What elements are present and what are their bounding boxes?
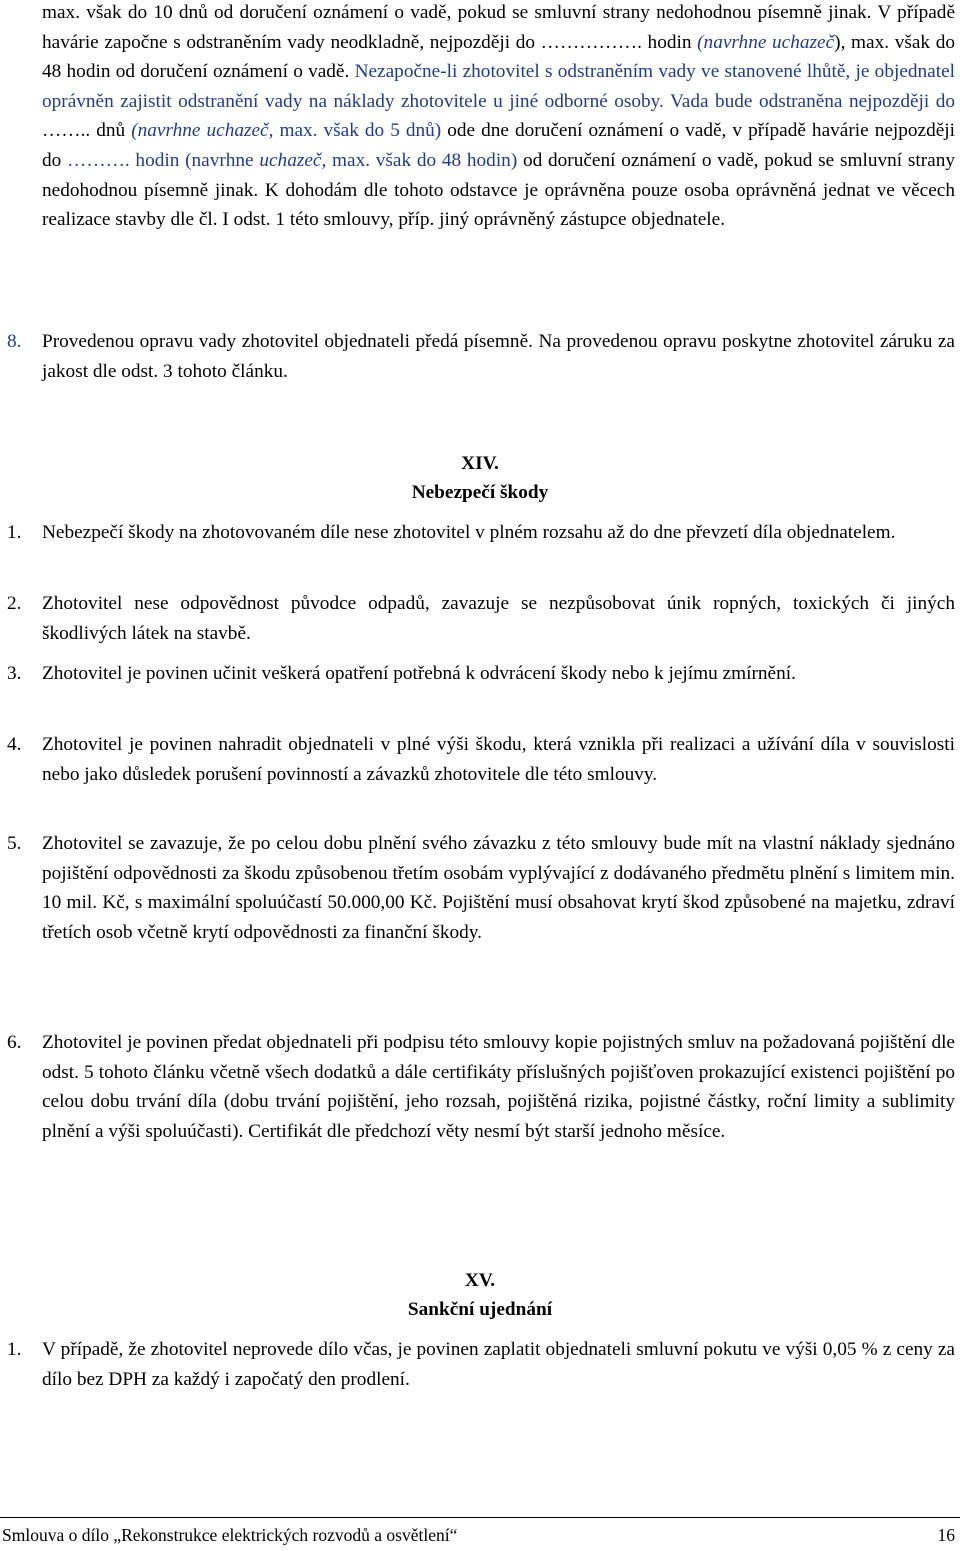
item-text: Zhotovitel je povinen učinit veškerá opatření potřebná k odvrácení škody nebo k jejímu zmírnění.: [42, 663, 796, 684]
cont-note-3: uchazeč,: [259, 149, 327, 171]
item-number: 2.: [7, 593, 22, 614]
item-text: Zhotovitel nese odpovědnost původce odpadů, zavazuje se nezpůsobovat únik ropných, toxických či jiných škodlivých látek na stavbě.: [42, 593, 955, 644]
cont-note-2: (navrhne uchazeč,: [131, 120, 274, 142]
cont-text-8: max. však do 48 hodin): [326, 149, 518, 171]
section-15-number: XV.: [464, 1270, 496, 1291]
cont-text-4: …….. dnů: [42, 120, 132, 142]
footer-document-title: Smlouva o dílo „Rekonstrukce elektrických rozvodů a osvětlení“: [2, 1525, 458, 1545]
cont-text-5: max. však do 5 dnů): [273, 120, 442, 142]
item-text: Nebezpečí škody na zhotovovaném díle nese zhotovitel v plném rozsahu až do dne převzetí díla objednatelem.: [42, 522, 896, 543]
item-text: V případě, že zhotovitel neprovede dílo včas, je povinen zaplatit objednateli smluvní pokutu ve výši 0,05 % z ceny za dílo bez DPH za každý i započatý den prodlení.: [42, 1339, 955, 1390]
continuation-paragraph: [42, 0, 955, 235]
cont-text-9: od doručení oznámení o vadě, pokud se smluvní strany nedohodnou písemně jinak. K dohodám dle tohoto odstavce je oprávněna pouze osoba oprávněná jednat ve věcech realizace stavby dle čl. I odst. 1 této smlouvy, příp. jiný oprávněný zástupce objednatele.: [42, 149, 955, 231]
item-number: 5.: [7, 833, 22, 854]
item-text: Provedenou opravu vady zhotovitel objednateli předá písemně. Na provedenou opravu poskytne zhotovitel záruku za jakost dle odst. 3 tohoto článku.: [42, 331, 955, 382]
page-number: 16: [937, 1525, 955, 1545]
section-14-title: Nebezpečí škody: [411, 482, 549, 503]
cont-text-6: ode dne doručení oznámení o vadě, v případě havárie nejpozději do: [42, 120, 955, 171]
section-14-number: XIV.: [461, 453, 499, 474]
item-number: 1.: [7, 1339, 22, 1360]
item-number: 4.: [7, 734, 22, 755]
item-number: 1.: [7, 522, 22, 543]
cont-text-7: ………. hodin (navrhne: [67, 149, 260, 171]
cont-text-2: ), max. však do 48 hodin od doručení oznámení o vadě.: [42, 31, 955, 83]
item-text: Zhotovitel je povinen předat objednateli při podpisu této smlouvy kopie pojistných smluv na požadovaná pojištění dle odst. 5 tohoto článku včetně všech dodatků a dále certifikáty příslušných pojišťoven prokazující existenci pojištění po celou dobu trvání díla (dobu trvání pojištění, jeho rozsah, pojištěná rizika, pojistné částky, roční limity a sublimity plnění a výši spoluúčasti). Certifikát dle předchozí věty nesmí být starší jednoho měsíce.: [42, 1032, 955, 1142]
cont-text-3: Nezapočne-li zhotovitel s odstraněním vady ve stanovené lhůtě, je objednatel oprávněn zajistit odstranění vady na náklady zhotovitele u jiné odborné osoby. Vada bude odstraněna nejpozději do: [42, 61, 955, 112]
item-text: Zhotovitel se zavazuje, že po celou dobu plnění svého závazku z této smlouvy bude mít na vlastní náklady sjednáno pojištění odpovědnosti za škodu způsobenou třetím osobám vyplývající z dodávaného předmětu plnění s limitem min. 10 mil. Kč, s maximální spoluúčastí 50.000,00 Kč. Pojištění musí obsahovat krytí škod způsobené na majetku, zdraví třetích osob včetně krytí odpovědnosti za finanční škody.: [42, 833, 955, 943]
item-number: 6.: [7, 1032, 22, 1053]
item-number: 3.: [7, 663, 22, 684]
cont-text-1: max. však do 10 dnů od doručení oznámení o vadě, pokud se smluvní strany nedohodnou písemně jinak. V případě havárie započne s odstraněním vady neodkladně, nejpozději do ……………. hodin: [42, 2, 955, 53]
cont-note-1: (navrhne uchazeč: [697, 31, 835, 53]
footer-divider: [0, 1517, 960, 1518]
section-15-title: Sankční ujednání: [407, 1299, 553, 1320]
item-text: Zhotovitel je povinen nahradit objednateli v plné výši škodu, která vznikla při realizaci a užívání díla v souvislosti nebo jako důsledek porušení povinností a závazků zhotovitele dle této smlouvy.: [42, 734, 955, 785]
item-number: 8.: [7, 331, 22, 352]
